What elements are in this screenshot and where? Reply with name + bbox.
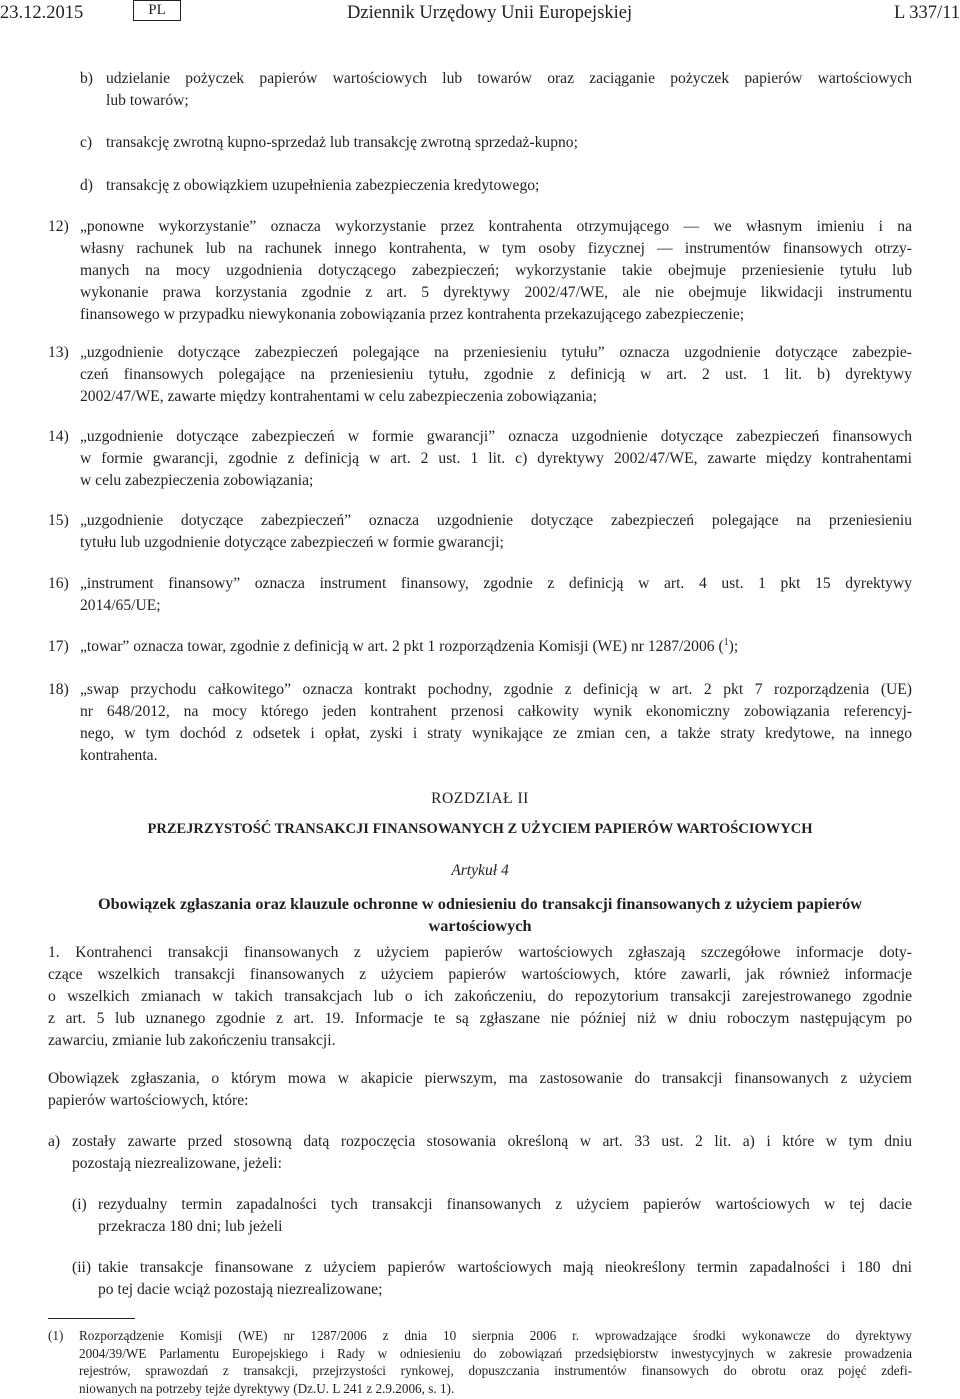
definition-line: „uzgodnienie dotyczące zabezpieczeń polegające na przeniesieniu tytułu” oznacza uzgodnienie dotyczące zabezpie- [80,344,912,361]
definition-label: 18) [48,681,69,698]
definition-label: 13) [48,344,69,361]
definition-line: 2002/47/WE, zawarte między kontrahentami w celu zabezpieczenia zobowiązania; [80,388,597,405]
definition-line: własny rachunek lub na rachunek innego kontrahenta, w tym osoby fizycznej — instrumentów finansowych otrzy- [80,240,912,257]
page-reference: L 337/11 [894,3,960,23]
article-title-line: Obowiązek zgłaszania oraz klauzule ochronne w odniesieniu do transakcji finansowanych z użyciem papierów [97,894,863,913]
definition-line: wykonanie prawa korzystania zgodnie z art. 5 dyrektywy 2002/47/WE, ale nie obejmuje likwidacji instrumentu [80,284,912,301]
definition-line: „ponowne wykorzystanie” oznacza wykorzystanie przez kontrahenta otrzymującego — we własnym imieniu i na [80,218,912,235]
definition-line: „instrument finansowy” oznacza instrument finansowy, zgodnie z definicją w art. 4 ust. 1 pkt 15 dyrektywy [80,575,912,592]
chapter-title: PRZEJRZYSTOŚĆ TRANSAKCJI FINANSOWANYCH Z UŻYCIEM PAPIERÓW WARTOŚCIOWYCH [147,821,813,837]
definition-line: w formie gwarancji, zgodnie z definicją w art. 2 ust. 1 lit. c) dyrektywy 2002/47/WE, zawarte między kontrahentami [80,450,912,467]
definition-line: kontrahenta. [80,747,158,764]
definition-line: manych na mocy uzgodnienia dotyczącego zabezpieczeń; wykorzystanie takie obejmuje przeniesienie tytułu lub [80,262,912,279]
article-paragraph-line: papierów wartościowych, które: [48,1092,249,1109]
definition-label: 14) [48,428,69,445]
definition-line: nego, w tym dochód z odsetek i opłat, zyski i straty wynikające ze zmian cen, a także straty kredytowe, na innego [80,725,912,742]
chapter-number: ROZDZIAŁ II [431,790,529,807]
list-item-line: lub towarów; [106,92,189,109]
definition-label: 16) [48,575,69,592]
article-title-line: wartościowych [428,916,532,935]
article-paragraph-line: zawarciu, zmianie lub zakończeniu transakcji. [48,1032,336,1049]
page-header [0,0,960,26]
definition-line: „uzgodnienie dotyczące zabezpieczeń” oznacza uzgodnienie dotyczące zabezpieczeń polegające na przeniesieniu [80,512,912,529]
publication-date: 23.12.2015 [0,3,84,23]
footnote-separator [48,1318,135,1319]
definition-line: „uzgodnienie dotyczące zabezpieczeń w formie gwarancji” oznacza uzgodnienie dotyczące zabezpieczeń finansowych [80,428,912,445]
sub-item-line: rezydualny termin zapadalności tych transakcji finansowanych z użyciem papierów wartościowych w tej dacie [98,1196,912,1213]
definition-label: 17) [48,638,69,655]
list-item-label: b) [80,70,93,87]
definition-line: finansowego w przypadku niewykonania zobowiązania przez kontrahenta przekazującego zabezpieczenie; [80,306,745,323]
article-paragraph-line: o wszelkich zmianach w takich transakcjach lub o ich zakończeniu, do repozytorium transakcji zarejestrowanego zgodnie [48,988,912,1005]
definition-line: nr 648/2012, na mocy którego jeden kontrahent przenosi całkowity wynik ekonomiczny zobowiązania referencyj- [80,703,912,720]
article-title [48,893,912,937]
footnote-marker: (1) [48,1328,64,1343]
sub-item-label: (i) [72,1196,87,1213]
footnote-line: 2004/39/WE Parlamentu Europejskiego i Rady w odniesieniu do zobowiązań przedsiębiorstw inwestycyjnych w zakresie prowadzenia [79,1345,912,1361]
list-item-line: transakcję zwrotną kupno-sprzedaż lub transakcję zwrotną sprzedaż-kupno; [106,134,578,151]
list-item-line: pozostają niezrealizowane, jeżeli: [72,1155,282,1172]
definition-label: 15) [48,512,69,529]
sub-item-label: (ii) [72,1259,92,1276]
sub-item-line: po tej dacie wciąż pozostają niezrealizowane; [98,1281,383,1298]
definition-line: czeń finansowych polegające na przeniesieniu tytułu, zgodnie z definicją w art. 2 ust. 1 lit. b) dyrektywy [80,366,912,383]
footnote-reference[interactable]: 1 [723,636,729,648]
journal-title: Dziennik Urzędowy Unii Europejskiej [347,3,633,23]
footnote [48,1327,912,1397]
sub-item-line: przekracza 180 dni; lub jeżeli [98,1218,283,1235]
sub-item-line: takie transakcje finansowane z użyciem papierów wartościowych mają nieokreślony termin zapadalności i 180 dni [98,1259,912,1276]
definition-line: tytułu lub uzgodnienie dotyczące zabezpieczeń w formie gwarancji; [80,534,504,551]
footnote-line: niowanych na potrzeby tejże dyrektywy (Dz.U. L 241 z 2.9.2006, s. 1). [79,1380,455,1396]
article-paragraph-line: czące wszelkich transakcji finansowanych z użyciem papierów wartościowych, które zawarli, jak również informacje [48,966,912,983]
list-item-label: a) [48,1133,61,1150]
definition-line: „swap przychodu całkowitego” oznacza kontrakt pochodny, zgodnie z definicją w art. 2 pkt 7 rozporządzenia (UE) [80,681,912,698]
list-item-line: transakcję z obowiązkiem uzupełnienia zabezpieczenia kredytowego; [106,177,540,194]
definition-line: w celu zabezpieczenia zobowiązania; [80,472,314,489]
footnote-reference-close: ); [728,638,739,655]
article-number: Artykuł 4 [451,862,509,879]
language-code-box: PL [133,0,181,21]
list-item-line: zostały zawarte przed stosowną datą rozpoczęcia stosowania określoną w art. 33 ust. 2 lit. a) i które w tym dniu [72,1133,912,1150]
list-item-line: udzielanie pożyczek papierów wartościowych lub towarów oraz zaciąganie pożyczek papierów wartościowych [106,70,912,87]
definition-line: 2014/65/UE; [80,597,161,614]
list-item-label: d) [80,177,93,194]
definition-line: „towar” oznacza towar, zgodnie z definicją w art. 2 pkt 1 rozporządzenia Komisji (WE) nr 1287/2006 ($^1$); [80,636,739,655]
definition-label: 12) [48,218,69,235]
article-paragraph-line: z art. 5 lub uznanego zgodnie z art. 19. Informacje te są zgłaszane nie później niż w dniu roboczym następującym po [48,1010,912,1027]
article-paragraph-line: Obowiązek zgłaszania, o którym mowa w akapicie pierwszym, ma zastosowanie do transakcji finansowanych z użyciem [48,1070,912,1087]
footnote-line: Rozporządzenie Komisji (WE) nr 1287/2006 z dnia 10 sierpnia 2006 r. wprowadzające środki wykonawcze do dyrektywy [79,1328,912,1343]
footnote-line: rejestrów, sprawozdań z transakcji, przejrzystości rynkowej, dopuszczania instrumentów finansowych do obrotu oraz pojęć zdefi- [79,1363,912,1378]
article-paragraph-line: 1. Kontrahenci transakcji finansowanych z użyciem papierów wartościowych zgłaszają szczegółowe informacje doty- [48,944,912,961]
list-item-label: c) [80,134,93,151]
